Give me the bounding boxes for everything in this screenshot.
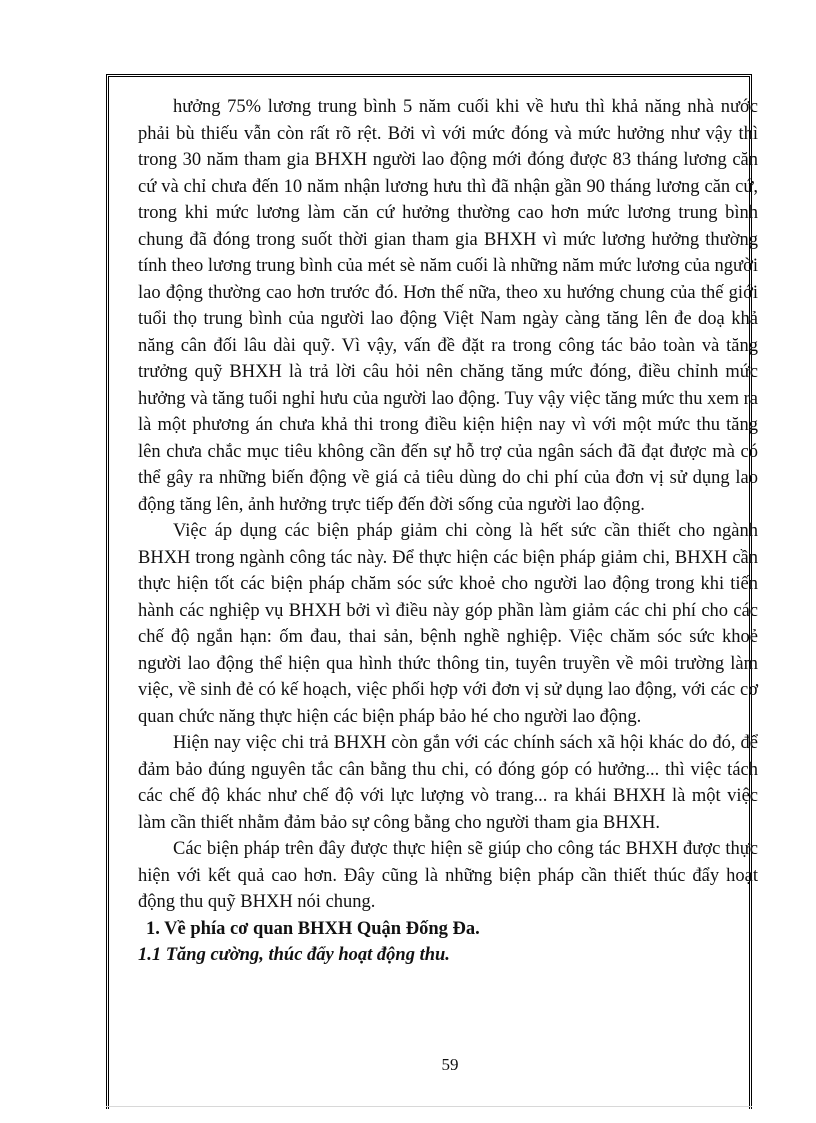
page-number: 59 (441, 1055, 459, 1074)
paragraph-2: Việc áp dụng các biện pháp giảm chi còng là hết sức cần thiết cho ngành BHXH trong ngành công tác này. Để thực hiện các biện pháp giảm chi, BHXH cần thực hiện tốt các biện pháp chăm sóc sức khoẻ cho người lao động trong khi tiến hành các nghiệp vụ BHXH bởi vì điều này góp phần làm giảm các chi phí cho các chế độ ngắn hạn: ốm đau, thai sản, bệnh nghề nghiệp. Việc chăm sóc sức khoẻ người lao động thể hiện qua hình thức thông tin, tuyên truyền về môi trường làm việc, về sinh đẻ có kế hoạch, việc phối hợp với đơn vị sử dụng lao động, với các cơ quan chức năng thực hiện các biện pháp bảo hé cho người lao động. (138, 521, 758, 727)
document-body (138, 94, 758, 969)
paragraph-4: Các biện pháp trên đây được thực hiện sẽ giúp cho công tác BHXH được thực hiện với kết quả cao hơn. Đây cũng là những biện pháp cần thiết thúc đẩy hoạt động thu quỹ BHXH nói chung. (138, 839, 758, 912)
paragraph-1: hưởng 75% lương trung bình 5 năm cuối khi về hưu thì khả năng nhà nước phải bù thiếu vẫn còn rất rõ rệt. Bởi vì với mức đóng và mức hưởng như vậy thì trong 30 năm tham gia BHXH người lao động mới đóng được 83 tháng lương căn cứ và chỉ chưa đến 10 năm nhận lương hưu thì đã nhận gần 90 tháng lương căn cứ, trong khi mức lương làm căn cứ hưởng thường cao hơn mức lương trung bình chung đã đóng trong suốt thời gian tham gia BHXH vì mức lương hưởng thường tính theo lương trung bình của mét sè năm cuối là những năm mức lương của người lao động thường cao hơn trước đó. Hơn thế nữa, theo xu hướng chung của thế giới tuổi thọ trung bình của người lao động Việt Nam ngày càng tăng lên đe doạ khả năng cân đối lâu dài quỹ. Vì vậy, vấn đề đặt ra trong công tác bảo toàn và tăng trưởng quỹ BHXH là trả lời câu hỏi nên chăng tăng mức đóng, điều chỉnh mức hưởng và tăng tuổi nghỉ hưu của người lao động. Tuy vậy việc tăng mức thu xem ra là một phương án chưa khả thi trong điều kiện hiện nay vì với một mức thu tăng lên chưa chắc mục tiêu không cần đến sự hỗ trợ của ngân sách đã đạt được mà có thể gây ra những biến động về giá cả tiêu dùng do chi phí của đơn vị sử dụng lao động tăng lên, ảnh hưởng trực tiếp đến đời sống của người lao động. (138, 97, 758, 515)
subsection-heading: 1.1 Tăng cường, thúc đẩy hoạt động thu. (138, 945, 450, 965)
paragraph-3: Hiện nay việc chi trả BHXH còn gắn với các chính sách xã hội khác do đó, để đảm bảo đúng nguyên tắc cân bằng thu chi, có đóng góp có hưởng... thì việc tách các chế độ khác như chế độ với lực lượng vò trang... ra khái BHXH là một việc làm cần thiết nhằm đảm bảo sự công bằng cho người tham gia BHXH. (138, 733, 758, 833)
section-heading: 1. Về phía cơ quan BHXH Quận Đống Đa. (146, 918, 480, 939)
page-border-bottom (106, 1106, 752, 1107)
